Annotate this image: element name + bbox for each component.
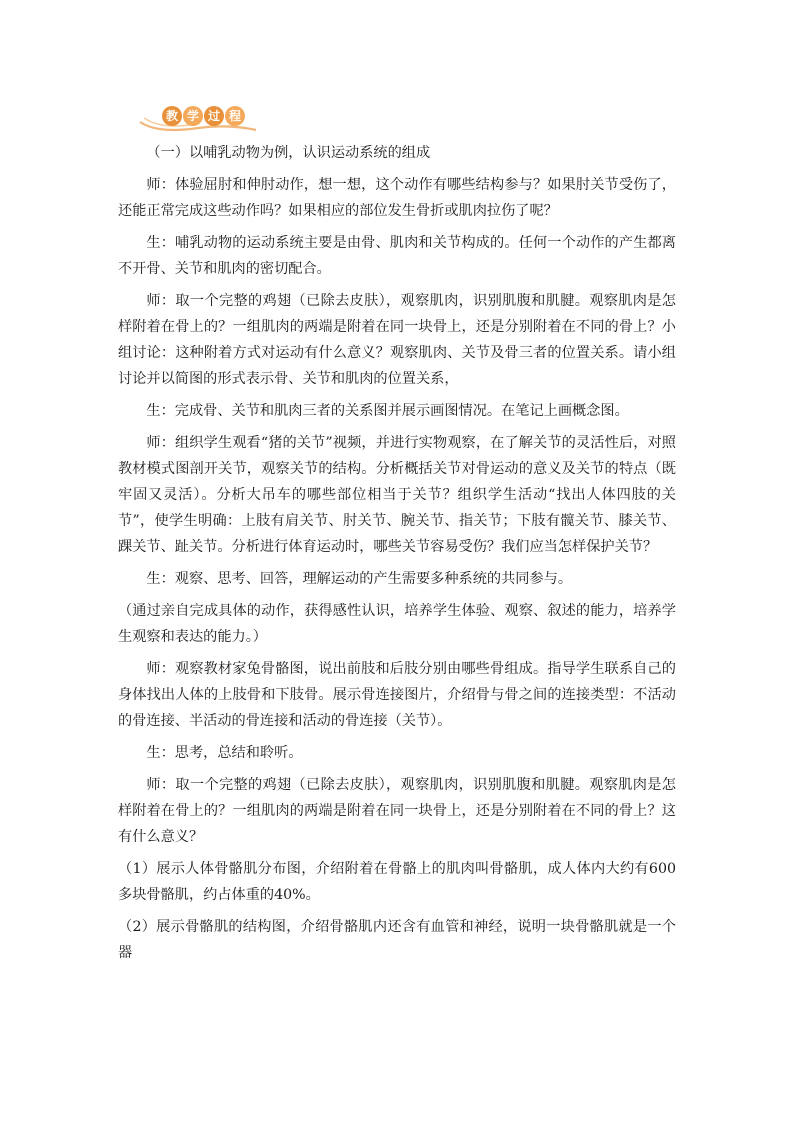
badge-char: 学 xyxy=(183,106,203,126)
paragraph: 师：取一个完整的鸡翅（已除去皮肤），观察肌肉，识别肌腹和肌腱。观察肌肉是怎样附着在骨上的？一组肌肉的两端是附着在同一块骨上，还是分别附着在不同的骨上？这有什么意义？ xyxy=(118,777,676,845)
badge-char: 教 xyxy=(162,106,182,126)
paragraph: （一）以哺乳动物为例，认识运动系统的组成 xyxy=(146,145,431,161)
badge-char: 过 xyxy=(204,106,224,126)
paragraph: 师：组织学生观看“猪的关节”视频，并进行实物观察，在了解关节的灵活性后，对照教材模式图剖开关节，观察关节的结构。分析概括关节对骨运动的意义及关节的特点（既牢固又灵活）。分析大吊车的哪些部位相当于关节？组织学生活动“找出人体四肢的关节”，使学生明确：上肢有肩关节、肘关节、腕关节、指关节；下肢有髋关节、膝关节、踝关节、趾关节。分析进行体育运动时，哪些关节容易受伤？我们应当怎样保护关节？ xyxy=(118,435,676,555)
paragraph: 生：思考，总结和聆听。 xyxy=(146,745,303,761)
paragraph: 师：观察教材家兔骨骼图，说出前肢和后肢分别由哪些骨组成。指导学生联系自己的身体找出人体的上肢骨和下肢骨。展示骨连接图片，介绍骨与骨之间的连接类型：不活动的骨连接、半活动的骨连接和活动的骨连接（关节）。 xyxy=(118,661,676,729)
lesson-body xyxy=(118,140,676,972)
teaching-process-badge xyxy=(138,102,258,134)
paragraph: 生：完成骨、关节和肌肉三者的关系图并展示画图情况。在笔记上画概念图。 xyxy=(146,403,629,419)
paragraph: 师：体验屈肘和伸肘动作，想一想，这个动作有哪些结构参与？如果肘关节受伤了，还能正常完成这些动作吗？如果相应的部位发生骨折或肌肉拉伤了呢？ xyxy=(118,177,676,219)
paragraph: （2）展示骨骼肌的结构图，介绍骨骼肌内还含有血管和神经，说明一块骨骼肌就是一个器 xyxy=(118,919,676,961)
badge-char: 程 xyxy=(225,106,245,126)
badge-chars xyxy=(162,106,245,126)
paragraph: （通过亲自完成具体的动作，获得感性认识，培养学生体验、观察、叙述的能力，培养学生观察和表达的能力。） xyxy=(118,603,676,645)
paragraph: （1）展示人体骨骼肌分布图，介绍附着在骨骼上的肌肉叫骨骼肌，成人体内大约有600多块骨骼肌，约占体重的40%。 xyxy=(118,861,676,903)
paragraph: 师：取一个完整的鸡翅（已除去皮肤），观察肌肉，识别肌腹和肌腱。观察肌肉是怎样附着在骨上的？一组肌肉的两端是附着在同一块骨上，还是分别附着在不同的骨上？小组讨论：这种附着方式对运动有什么意义？观察肌肉、关节及骨三者的位置关系。请小组讨论并以简图的形式表示骨、关节和肌肉的位置关系， xyxy=(118,293,676,387)
paragraph: 生：哺乳动物的运动系统主要是由骨、肌肉和关节构成的。任何一个动作的产生都离不开骨、关节和肌肉的密切配合。 xyxy=(118,235,676,277)
paragraph: 生：观察、思考、回答，理解运动的产生需要多种系统的共同参与。 xyxy=(146,571,573,587)
